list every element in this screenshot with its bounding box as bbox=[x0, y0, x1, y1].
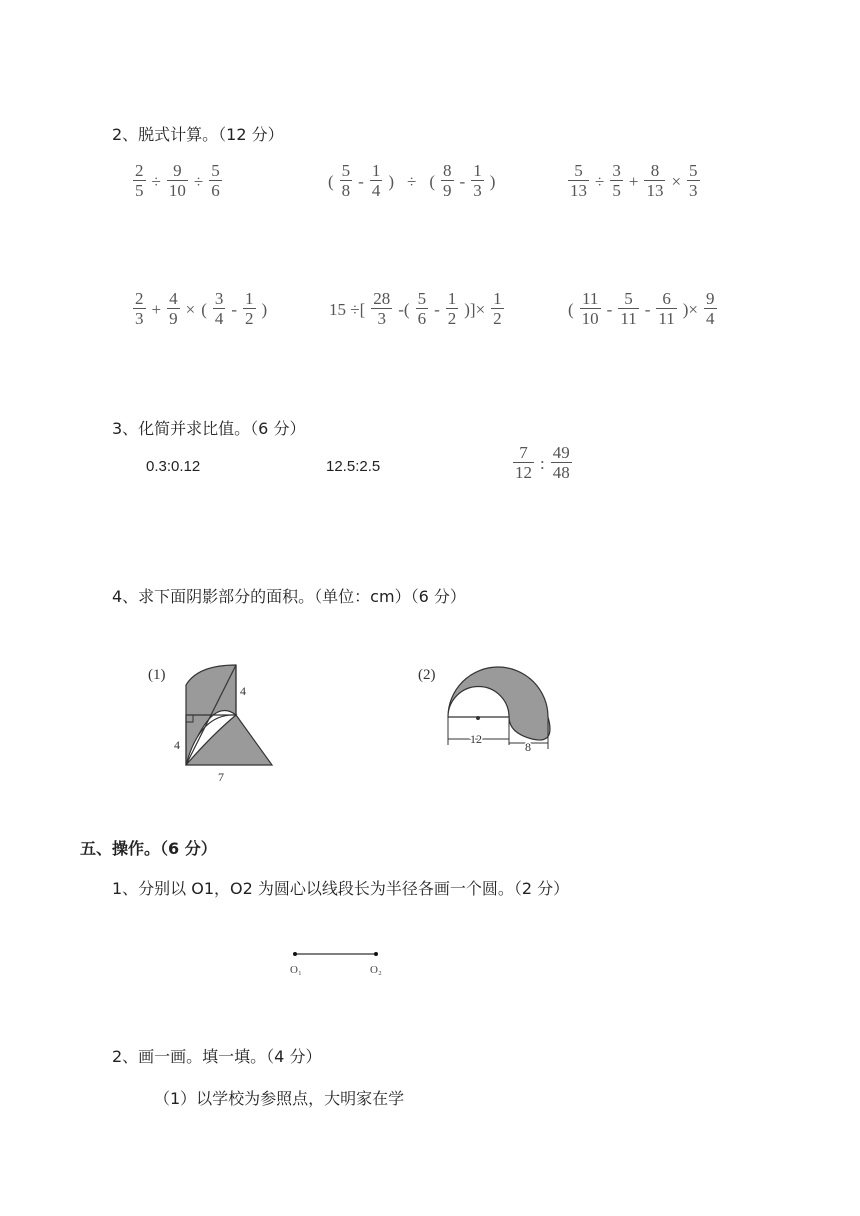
ratio-3: $\frac{7}{12}$ : $\frac{49}{48}$ bbox=[515, 443, 570, 482]
figure-2-label: (2) bbox=[418, 667, 436, 683]
svg-text:O₂: O₂ bbox=[370, 964, 382, 976]
svg-text:12: 12 bbox=[470, 732, 482, 746]
figure-1-label: (1) bbox=[148, 667, 166, 683]
expr-5: 15 ÷[ $\frac{28}{3}$ -( $\frac{5}{6}$ - $\frac{1}{2}$ )]× $\frac{1}{2}$ bbox=[329, 289, 502, 328]
operation-q2-sub1: （1）以学校为参照点，大明家在学 bbox=[154, 1089, 405, 1108]
operation-q1-title: 1、分别以 O1，O2 为圆心以线段长为半径各画一个圆。（2 分） bbox=[112, 879, 570, 898]
crescent-shaded-region bbox=[448, 667, 550, 740]
svg-text:O₁: O₁ bbox=[290, 964, 302, 976]
center-point bbox=[476, 716, 480, 720]
q4-title: 4、求下面阴影部分的面积。（单位：cm）（6 分） bbox=[112, 587, 466, 606]
expr-3: $\frac{5}{13}$ ÷ $\frac{3}{5}$ + $\frac{8}{13}$ × $\frac{5}{3}$ bbox=[570, 161, 698, 200]
expr-4: $\frac{2}{3}$ + $\frac{4}{9}$ × ( $\frac{3}{4}$ - $\frac{1}{2}$ ) bbox=[135, 289, 268, 328]
q3-title: 3、化简并求比值。（6 分） bbox=[112, 419, 306, 438]
shaded-figure-1 bbox=[140, 655, 290, 790]
q2-title: 2、脱式计算。（12 分） bbox=[112, 125, 284, 144]
ratio-1: 0.3:0.12 bbox=[146, 458, 201, 475]
point-o1 bbox=[293, 952, 297, 956]
segment-o1-o2 bbox=[285, 945, 395, 981]
svg-text:7: 7 bbox=[218, 770, 224, 784]
shaded-figure-2 bbox=[412, 655, 567, 760]
point-o2 bbox=[374, 952, 378, 956]
operation-q2-title: 2、画一画。填一填。（4 分） bbox=[112, 1047, 322, 1066]
svg-text:4: 4 bbox=[240, 684, 246, 698]
expr-1: $\frac{2}{5}$ ÷ $\frac{9}{10}$ ÷ $\frac{5}{6}$ bbox=[135, 161, 220, 200]
svg-text:8: 8 bbox=[525, 740, 531, 754]
svg-text:4: 4 bbox=[174, 738, 180, 752]
expr-6: ( $\frac{11}{10}$ - $\frac{5}{11}$ - $\frac{6}{11}$ )× $\frac{9}{4}$ bbox=[568, 289, 715, 328]
section-5-title: 五、操作。（6 分） bbox=[80, 839, 217, 858]
expr-2: ( $\frac{5}{8}$ - $\frac{1}{4}$ ) ÷ ( $\frac{8}{9}$ - $\frac{1}{3}$ ) bbox=[328, 161, 496, 200]
ratio-2: 12.5:2.5 bbox=[326, 458, 381, 475]
